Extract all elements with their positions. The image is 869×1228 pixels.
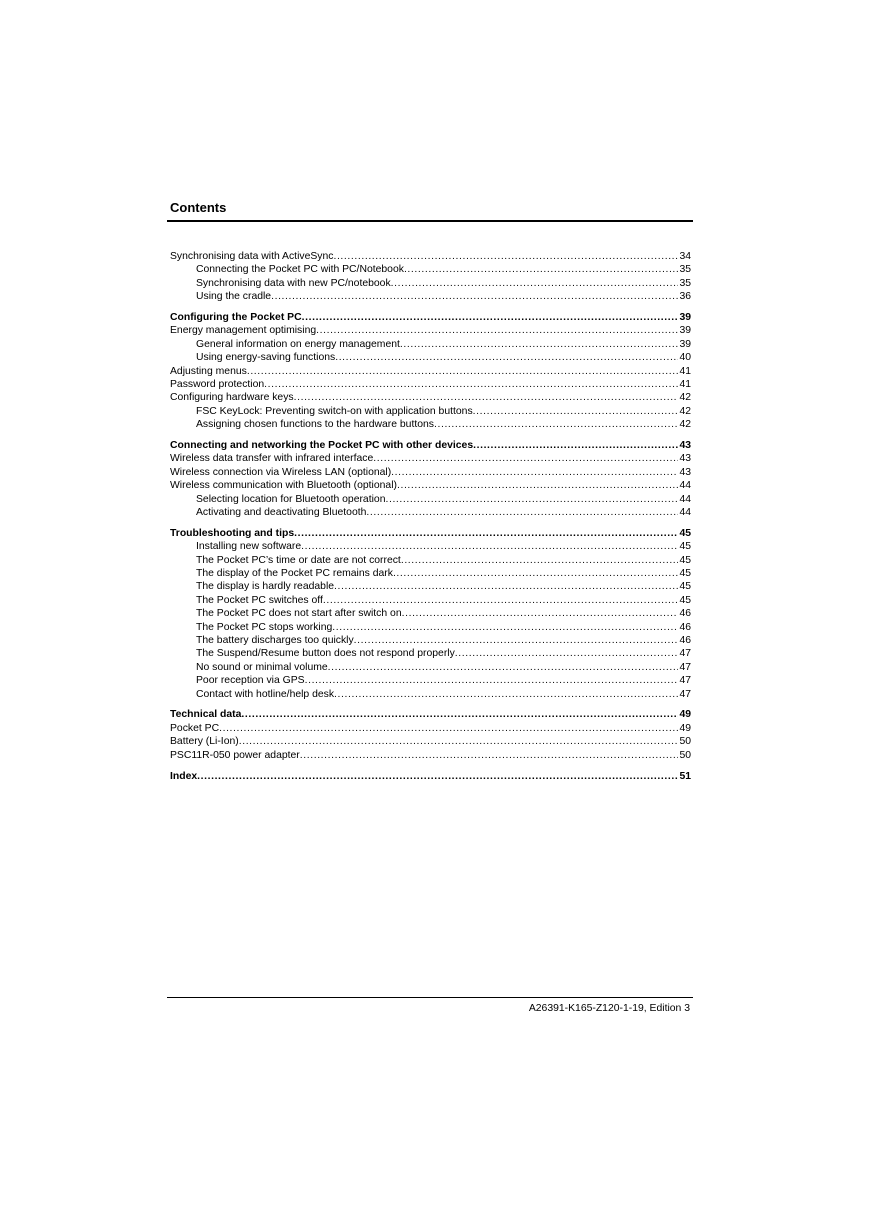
dot-leader: [473, 439, 678, 452]
toc-entry[interactable]: [170, 351, 691, 364]
toc-chapter-entry[interactable]: [170, 709, 691, 722]
toc-entry[interactable]: [170, 594, 691, 607]
toc-entry[interactable]: [170, 674, 691, 687]
page-footer: [167, 997, 693, 1015]
toc-page-number: 45: [679, 527, 691, 539]
toc-page-number: 46: [679, 608, 691, 620]
toc-entry[interactable]: [170, 391, 691, 404]
toc-page-number: 47: [679, 648, 691, 660]
dot-leader: [366, 506, 678, 519]
toc-entry[interactable]: [170, 580, 691, 593]
header-divider: [167, 220, 693, 222]
toc-entry-title: Assigning chosen functions to the hardware buttons: [196, 419, 434, 431]
toc-page-number: 45: [679, 581, 691, 593]
toc-entry[interactable]: [170, 493, 691, 506]
toc-group: [170, 439, 691, 519]
toc-entry-title: No sound or minimal volume: [196, 661, 328, 673]
dot-leader: [333, 250, 678, 263]
toc-entry-title: Wireless communication with Bluetooth (optional): [170, 480, 397, 492]
toc-page-number: 40: [679, 352, 691, 364]
toc-entry[interactable]: [170, 290, 691, 303]
dot-leader: [323, 594, 679, 607]
dot-leader: [404, 263, 679, 276]
toc-entry-title: The Pocket PC stops working: [196, 621, 333, 633]
dot-leader: [400, 338, 679, 351]
toc-page-number: 43: [679, 466, 691, 478]
toc-page-number: 49: [679, 722, 691, 734]
dot-leader: [473, 405, 679, 418]
toc-entry-title: Wireless connection via Wireless LAN (optional): [170, 466, 392, 478]
dot-leader: [328, 661, 679, 674]
toc-chapter-entry[interactable]: [170, 770, 691, 783]
dot-leader: [301, 540, 678, 553]
dot-leader: [302, 311, 679, 324]
toc-page-number: 44: [679, 480, 691, 492]
toc-entry[interactable]: [170, 554, 691, 567]
toc-entry-title: The Pocket PC’s time or date are not correct: [196, 554, 401, 566]
toc-entry[interactable]: [170, 405, 691, 418]
toc-entry-title: Index: [170, 770, 198, 782]
toc-entry[interactable]: [170, 452, 691, 465]
dot-leader: [239, 735, 679, 748]
toc-entry[interactable]: [170, 277, 691, 290]
dot-leader: [271, 290, 678, 303]
toc-entry-title: The display is hardly readable: [196, 581, 335, 593]
toc-chapter-entry[interactable]: [170, 311, 691, 324]
toc-entry-title: Battery (Li-Ion): [170, 736, 239, 748]
dot-leader: [294, 391, 679, 404]
dot-leader: [294, 527, 678, 540]
footer-divider: [167, 997, 693, 998]
toc-entry-title: Contact with hotline/help desk: [196, 688, 335, 700]
toc-entry[interactable]: [170, 647, 691, 660]
toc-entry-title: The Pocket PC does not start after switch on: [196, 608, 402, 620]
toc-group: [170, 311, 691, 432]
toc-entry-title: Technical data: [170, 709, 242, 721]
toc-entry[interactable]: [170, 688, 691, 701]
dot-leader: [434, 418, 678, 431]
toc-entry[interactable]: [170, 466, 691, 479]
toc-page-number: 46: [679, 635, 691, 647]
toc-entry-title: Using energy-saving functions: [196, 352, 336, 364]
toc-entry-title: Configuring the Pocket PC: [170, 312, 302, 324]
toc-page-number: 41: [679, 379, 691, 390]
toc-page-number: 45: [679, 541, 691, 553]
toc-page-number: 45: [679, 568, 691, 580]
toc-page-number: 49: [679, 709, 691, 721]
toc-entry-title: The battery discharges too quickly: [196, 635, 354, 647]
dot-leader: [247, 365, 679, 378]
toc-entry-title: Synchronising data with new PC/notebook: [196, 277, 391, 289]
toc-entry-title: Configuring hardware keys: [170, 392, 294, 404]
dot-leader: [264, 378, 678, 391]
toc-entry-title: General information on energy management: [196, 338, 400, 350]
toc-entry-title: Connecting the Pocket PC with PC/Notebook: [196, 264, 404, 276]
dot-leader: [385, 493, 678, 506]
toc-page-number: 42: [679, 392, 691, 404]
toc-entry-title: Troubleshooting and tips: [170, 527, 295, 539]
page-header: [167, 199, 693, 222]
toc-page-number: 41: [679, 365, 691, 377]
toc-entry[interactable]: [170, 661, 691, 674]
dot-leader: [316, 324, 678, 337]
toc-entry-title: Password protection: [170, 379, 265, 390]
toc-page-number: 42: [679, 405, 691, 417]
toc-entry[interactable]: [170, 722, 691, 735]
toc-page-number: 36: [679, 291, 691, 303]
toc-page-number: 44: [679, 507, 691, 519]
toc-entry-title: Selecting location for Bluetooth operation: [196, 493, 386, 505]
toc-page-number: 42: [679, 419, 691, 431]
toc-page-number: 43: [679, 440, 691, 452]
toc-entry[interactable]: [170, 365, 691, 378]
toc-group: [170, 770, 691, 783]
toc-entry[interactable]: [170, 378, 691, 391]
toc-entry-title: FSC KeyLock: Preventing switch-on with application buttons: [196, 405, 473, 417]
toc-page-number: 47: [679, 661, 691, 673]
dot-leader: [354, 634, 679, 647]
toc-entry-title: Installing new software: [196, 541, 302, 553]
toc-chapter-entry[interactable]: [170, 439, 691, 452]
toc-entry[interactable]: [170, 735, 691, 748]
table-of-contents: [170, 250, 691, 790]
toc-entry[interactable]: [170, 634, 691, 647]
toc-entry-title: Pocket PC: [170, 722, 220, 734]
toc-entry[interactable]: [170, 479, 691, 492]
toc-entry-title: Activating and deactivating Bluetooth: [196, 507, 367, 519]
dot-leader: [401, 554, 679, 567]
toc-entry-title: PSC11R-050 power adapter: [170, 749, 300, 761]
toc-entry[interactable]: [170, 607, 691, 620]
toc-entry-title: The Suspend/Resume button does not respond properly: [196, 648, 455, 660]
dot-leader: [241, 708, 678, 721]
dot-leader: [219, 722, 678, 735]
toc-entry[interactable]: [170, 621, 691, 634]
toc-entry-title: Using the cradle: [196, 291, 272, 303]
toc-group: [170, 709, 691, 763]
toc-page-number: 50: [679, 749, 691, 761]
toc-page-number: 51: [679, 770, 691, 782]
toc-entry-title: Adjusting menus: [170, 365, 247, 377]
toc-page-number: 39: [679, 312, 691, 324]
toc-entry[interactable]: [170, 749, 691, 762]
toc-chapter-entry[interactable]: [170, 527, 691, 540]
toc-page-number: 45: [679, 594, 691, 606]
toc-page-number: 50: [679, 736, 691, 748]
toc-page-number: 35: [679, 277, 691, 289]
toc-page-number: 46: [679, 621, 691, 633]
dot-leader: [305, 674, 679, 687]
toc-entry[interactable]: [170, 263, 691, 276]
toc-entry-title: The display of the Pocket PC remains dark: [196, 568, 393, 580]
toc-page-number: 45: [679, 554, 691, 566]
toc-page-number: 43: [679, 453, 691, 465]
dot-leader: [335, 351, 678, 364]
page-title: Contents: [170, 200, 227, 215]
toc-entry[interactable]: [170, 250, 691, 263]
toc-page-number: 34: [679, 250, 691, 262]
dot-leader: [334, 580, 678, 593]
dot-leader: [397, 479, 678, 492]
toc-page-number: 44: [679, 493, 691, 505]
toc-page-number: 47: [679, 688, 691, 700]
toc-entry-title: Energy management optimising: [170, 325, 317, 337]
toc-page-number: 35: [679, 264, 691, 276]
toc-page-number: 39: [679, 338, 691, 350]
toc-entry[interactable]: [170, 540, 691, 553]
toc-entry-title: Connecting and networking the Pocket PC with other devices: [170, 440, 474, 452]
toc-page-number: 39: [679, 325, 691, 337]
toc-entry-title: Wireless data transfer with infrared interface: [170, 453, 374, 465]
dot-leader: [332, 621, 678, 634]
toc-entry-title: Poor reception via GPS: [196, 675, 305, 687]
toc-entry[interactable]: [170, 418, 691, 431]
dot-leader: [391, 466, 678, 479]
dot-leader: [373, 452, 678, 465]
dot-leader: [197, 770, 678, 783]
dot-leader: [455, 647, 679, 660]
toc-page-number: 47: [679, 675, 691, 687]
toc-group: [170, 250, 691, 304]
toc-group: [170, 527, 691, 701]
toc-entry[interactable]: [170, 324, 691, 337]
dot-leader: [393, 567, 679, 580]
toc-entry-title: The Pocket PC switches off: [196, 594, 323, 606]
toc-entry[interactable]: [170, 338, 691, 351]
dot-leader: [391, 277, 679, 290]
dot-leader: [300, 749, 679, 762]
dot-leader: [402, 607, 679, 620]
toc-entry-title: Synchronising data with ActiveSync: [170, 250, 334, 262]
dot-leader: [334, 688, 678, 701]
toc-entry[interactable]: [170, 506, 691, 519]
toc-entry[interactable]: [170, 567, 691, 580]
document-id: A26391-K165-Z120-1-19, Edition 3: [528, 1003, 690, 1014]
